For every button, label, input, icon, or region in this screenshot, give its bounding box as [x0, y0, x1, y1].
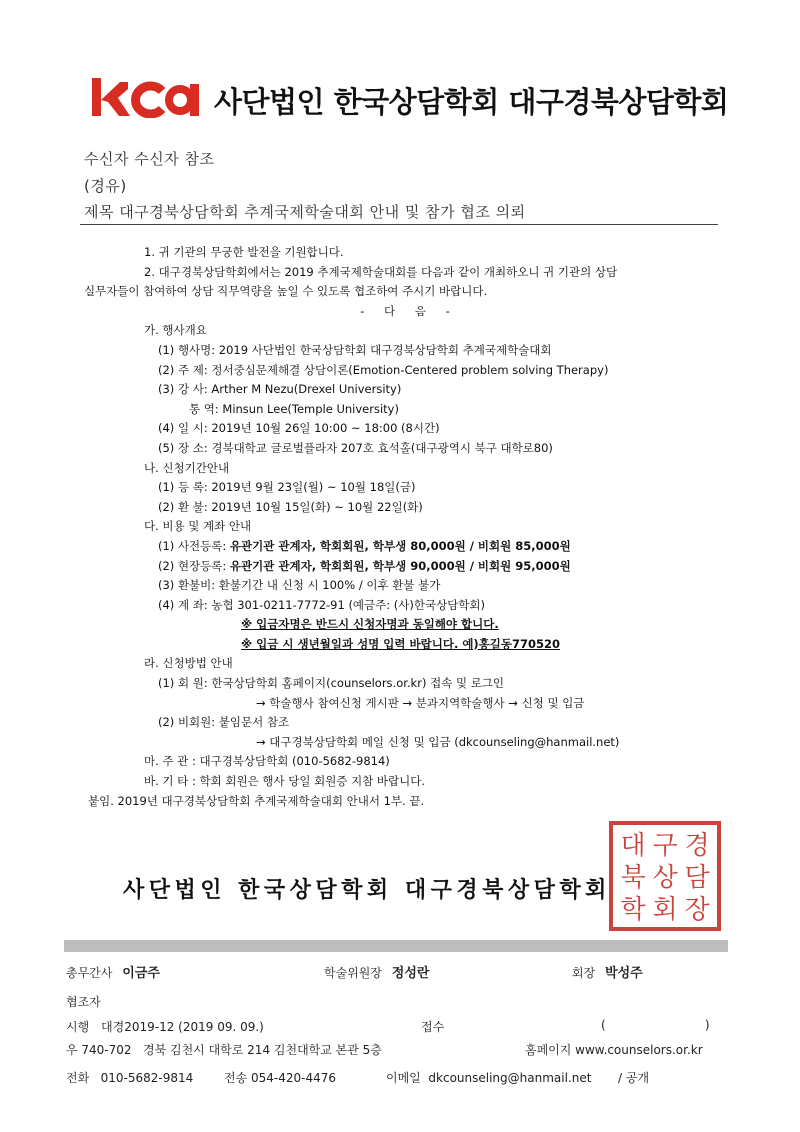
paragraph-2-line-2: 실무자들이 참여하여 상담 직무역량을 높일 수 있도록 협조하여 주시기 바랍니다.	[84, 284, 488, 299]
onsite-registration-value: 유관기관 관계자, 학회회원, 학부생 90,000원 / 비회원 95,000원	[229, 558, 571, 573]
nonmember-application-steps: → 대구경북상담학회 메일 신청 및 입금 (dkcounseling@hanmail.net)	[256, 734, 620, 749]
deposit-note-2: ※ 입금 시 생년월일과 성명 입력 바랍니다. 예)홍길동770520	[241, 636, 561, 651]
nonmember-application: (2) 비회원: 붙임문서 참조	[158, 715, 290, 730]
subject-line: 제목 대구경북상담학회 추계국제학술대회 안내 및 참가 협조 의뢰	[84, 203, 526, 221]
cooperator-label: 협조자	[66, 995, 101, 1009]
approval-academic-chair	[324, 962, 429, 981]
kca-logo	[90, 76, 202, 118]
subject-divider	[80, 224, 718, 225]
organization-title: 사단법인 한국상담학회 대구경북상담학회	[214, 85, 729, 119]
doc-label: 시행	[66, 1020, 90, 1034]
official-seal	[608, 820, 722, 932]
section-na-heading: 나. 신청기간안내	[144, 460, 230, 475]
receipt-label: 접수	[421, 1020, 445, 1034]
event-topic: (2) 주 제: 정서중심문제해결 상담이론(Emotion-Centered problem solving Therapy)	[158, 362, 609, 377]
sender-organization: 사단법인 한국상담학회 대구경북상담학회	[123, 878, 611, 903]
via-line: (경유)	[84, 177, 127, 195]
event-venue: (5) 장 소: 경북대학교 글로벌플라자 207호 효석홀(대구광역시 북구 대학로80)	[158, 440, 553, 455]
event-interpreter: 통 역: Minsun Lee(Temple University)	[189, 401, 399, 416]
deposit-note-1: ※ 입금자명은 반드시 신청자명과 동일해야 합니다.	[241, 617, 499, 632]
member-application-steps: → 학술행사 참여신청 게시판 → 분과지역학술행사 → 신청 및 입금	[256, 695, 585, 710]
event-name: (1) 행사명: 2019 사단법인 한국상담학회 대구경북상담학회 추계국제학술대회	[158, 342, 552, 357]
member-application: (1) 회 원: 한국상담학회 홈페이지(counselors.or.kr) 접속 및 로그인	[158, 676, 505, 691]
section-ga-heading: 가. 행사개요	[144, 323, 207, 338]
svg-text:대: 대	[620, 831, 646, 861]
section-ba-other: 바. 기 타 : 학회 회원은 행사 당일 회원증 지참 바랍니다.	[144, 774, 426, 789]
refund-period: (2) 환 불: 2019년 10월 15일(화) ~ 10월 22일(화)	[158, 499, 423, 514]
svg-text:구: 구	[652, 831, 678, 861]
pre-registration-label: (1) 사전등록:	[158, 538, 230, 553]
section-ra-heading: 라. 신청방법 안내	[144, 656, 233, 671]
homepage: 홈페이지 www.counselors.or.kr	[525, 1043, 703, 1057]
paragraph-2-line-1: 2. 대구경북상담학회에서는 2019 추계국제학술대회를 다음과 같이 개최하오니 귀 기관의 상담	[144, 264, 618, 279]
onsite-registration-fee	[84, 557, 734, 577]
receipt-value: ( )	[601, 1018, 710, 1032]
registration-period: (1) 등 록: 2019년 9월 23일(월) ~ 10월 18일(금)	[158, 480, 416, 495]
footer-divider-bar	[64, 940, 728, 952]
document-number	[66, 1018, 264, 1035]
recipient-line: 수신자 수신자 참조	[84, 150, 215, 168]
postal-address: 우 740-702 경북 김천시 대학로 214 김천대학교 본관 5층	[66, 1043, 382, 1057]
academic-chair-name: 정성란	[391, 966, 430, 981]
section-da-heading: 다. 비용 및 계좌 안내	[144, 519, 252, 534]
event-datetime: (4) 일 시: 2019년 10월 26일 10:00 ~ 18:00 (8시간)	[158, 421, 440, 436]
fax-number: 전송 054-420-4476	[224, 1071, 337, 1085]
svg-text:북: 북	[620, 863, 646, 893]
secretary-name: 이금주	[122, 966, 160, 981]
svg-text:경: 경	[684, 831, 710, 861]
approval-president	[572, 962, 643, 981]
president-label: 회장	[572, 966, 596, 980]
email-address: 이메일 dkcounseling@hanmail.net	[386, 1071, 592, 1085]
paragraph-1: 1. 귀 기관의 무궁한 발전을 기원합니다.	[144, 245, 344, 259]
refund-policy: (3) 환불비: 환불기간 내 신청 시 100% / 이후 환불 불가	[158, 578, 441, 593]
svg-text:회: 회	[652, 895, 678, 925]
svg-text:장: 장	[684, 895, 710, 925]
secretary-label: 총무간사	[66, 966, 113, 980]
section-divider: - 다 음 -	[360, 303, 458, 318]
svg-text:학: 학	[620, 895, 646, 925]
president-name: 박성주	[605, 966, 643, 981]
svg-text:담: 담	[684, 863, 710, 893]
event-speaker: (3) 강 사: Arther M Nezu(Drexel University)	[158, 382, 402, 397]
attachment-line: 붙임. 2019년 대구경북상담학회 추계국제학술대회 안내서 1부. 끝.	[88, 793, 425, 808]
phone-number: 전화 010-5682-9814	[66, 1071, 194, 1085]
pre-registration-value: 유관기관 관계자, 학회회원, 학부생 80,000원 / 비회원 85,000원	[229, 538, 571, 553]
pre-registration-fee	[84, 537, 734, 557]
academic-chair-label: 학술위원장	[324, 966, 382, 980]
bank-account: (4) 계 좌: 농협 301-0211-7772-91 (예금주: (사)한국상담학회)	[158, 597, 486, 612]
approval-secretary	[66, 962, 160, 981]
svg-text:상: 상	[652, 863, 678, 893]
section-ma-organizer: 마. 주 관 : 대구경북상담학회 (010-5682-9814)	[144, 754, 390, 769]
doc-number-value: 대경2019-12 (2019 09. 09.)	[101, 1020, 264, 1034]
disclosure-status: / 공개	[618, 1071, 650, 1085]
document-body	[84, 243, 734, 811]
onsite-registration-label: (2) 현장등록:	[158, 558, 230, 573]
